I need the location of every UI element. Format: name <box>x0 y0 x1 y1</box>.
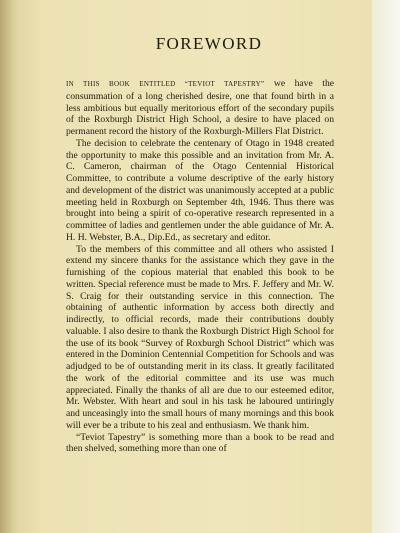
paragraph-2: The decision to celebrate the centenary of Otago in 1948 created the opportunity to make this possible and an invitation from Mr. A. C. Cameron, chairman of the Otago Centennial Historical Committee, to contribute a volume descriptive of the early history and development of the district was unanimously accepted at a public meeting held in Roxburgh on September 4th, 1946. Thus there was brought into being a spirit of co-operative research represented in a committee of ladies and gentlemen under the able guidance of Mr. A. H. H. Webster, B.A., Dip.Ed., as secretary and editor. <box>66 137 334 243</box>
page-content <box>66 34 334 455</box>
background-surface <box>372 0 400 533</box>
paragraph-1 <box>66 78 334 138</box>
paragraph-1-lead: IN THIS BOOK ENTITLED “TEVIOT TAPESTRY” <box>66 80 265 88</box>
book-page <box>22 0 374 533</box>
page-title: FOREWORD <box>155 34 263 53</box>
paragraph-4: “Teviot Tapestry” is something more than a book to be read and then shelved, something more than one of <box>66 431 334 455</box>
book-gutter <box>0 0 24 533</box>
paragraph-1-text: we have the consummation of a long cherished desire, one that found birth in a less ambitious but equally meritorious effort of the secondary pupils of the Roxburgh District High School, a desire to have placed on permanent record the history of the Roxburgh-Millers Flat District. <box>66 78 334 137</box>
paragraph-3: To the members of this committee and all others who assisted I extend my sincere thanks for the assistance which they gave in the furnishing of the copious material that enabled this book to be written. Special reference must be made to Mrs. F. Jeffery and Mr. W. S. Craig for their outstanding service in this connection. The obtaining of authentic information by access both directly and indirectly, to official records, made their contributions doubly valuable. I also desire to thank the Roxburgh District High School for the use of its book “Survey of Roxburgh School District” which was entered in the Dominion Centennial Competition for Schools and was adjudged to be of outstanding merit in its class. It greatly facilitated the work of the editorial committee and its use was much appreciated. Finally the thanks of all are due to our esteemed editor, Mr. Webster. With heart and soul in his task he laboured untiringly and unceasingly into the small hours of many mornings and this book will ever be a tribute to his zeal and enthusiasm. We thank him. <box>66 243 334 431</box>
